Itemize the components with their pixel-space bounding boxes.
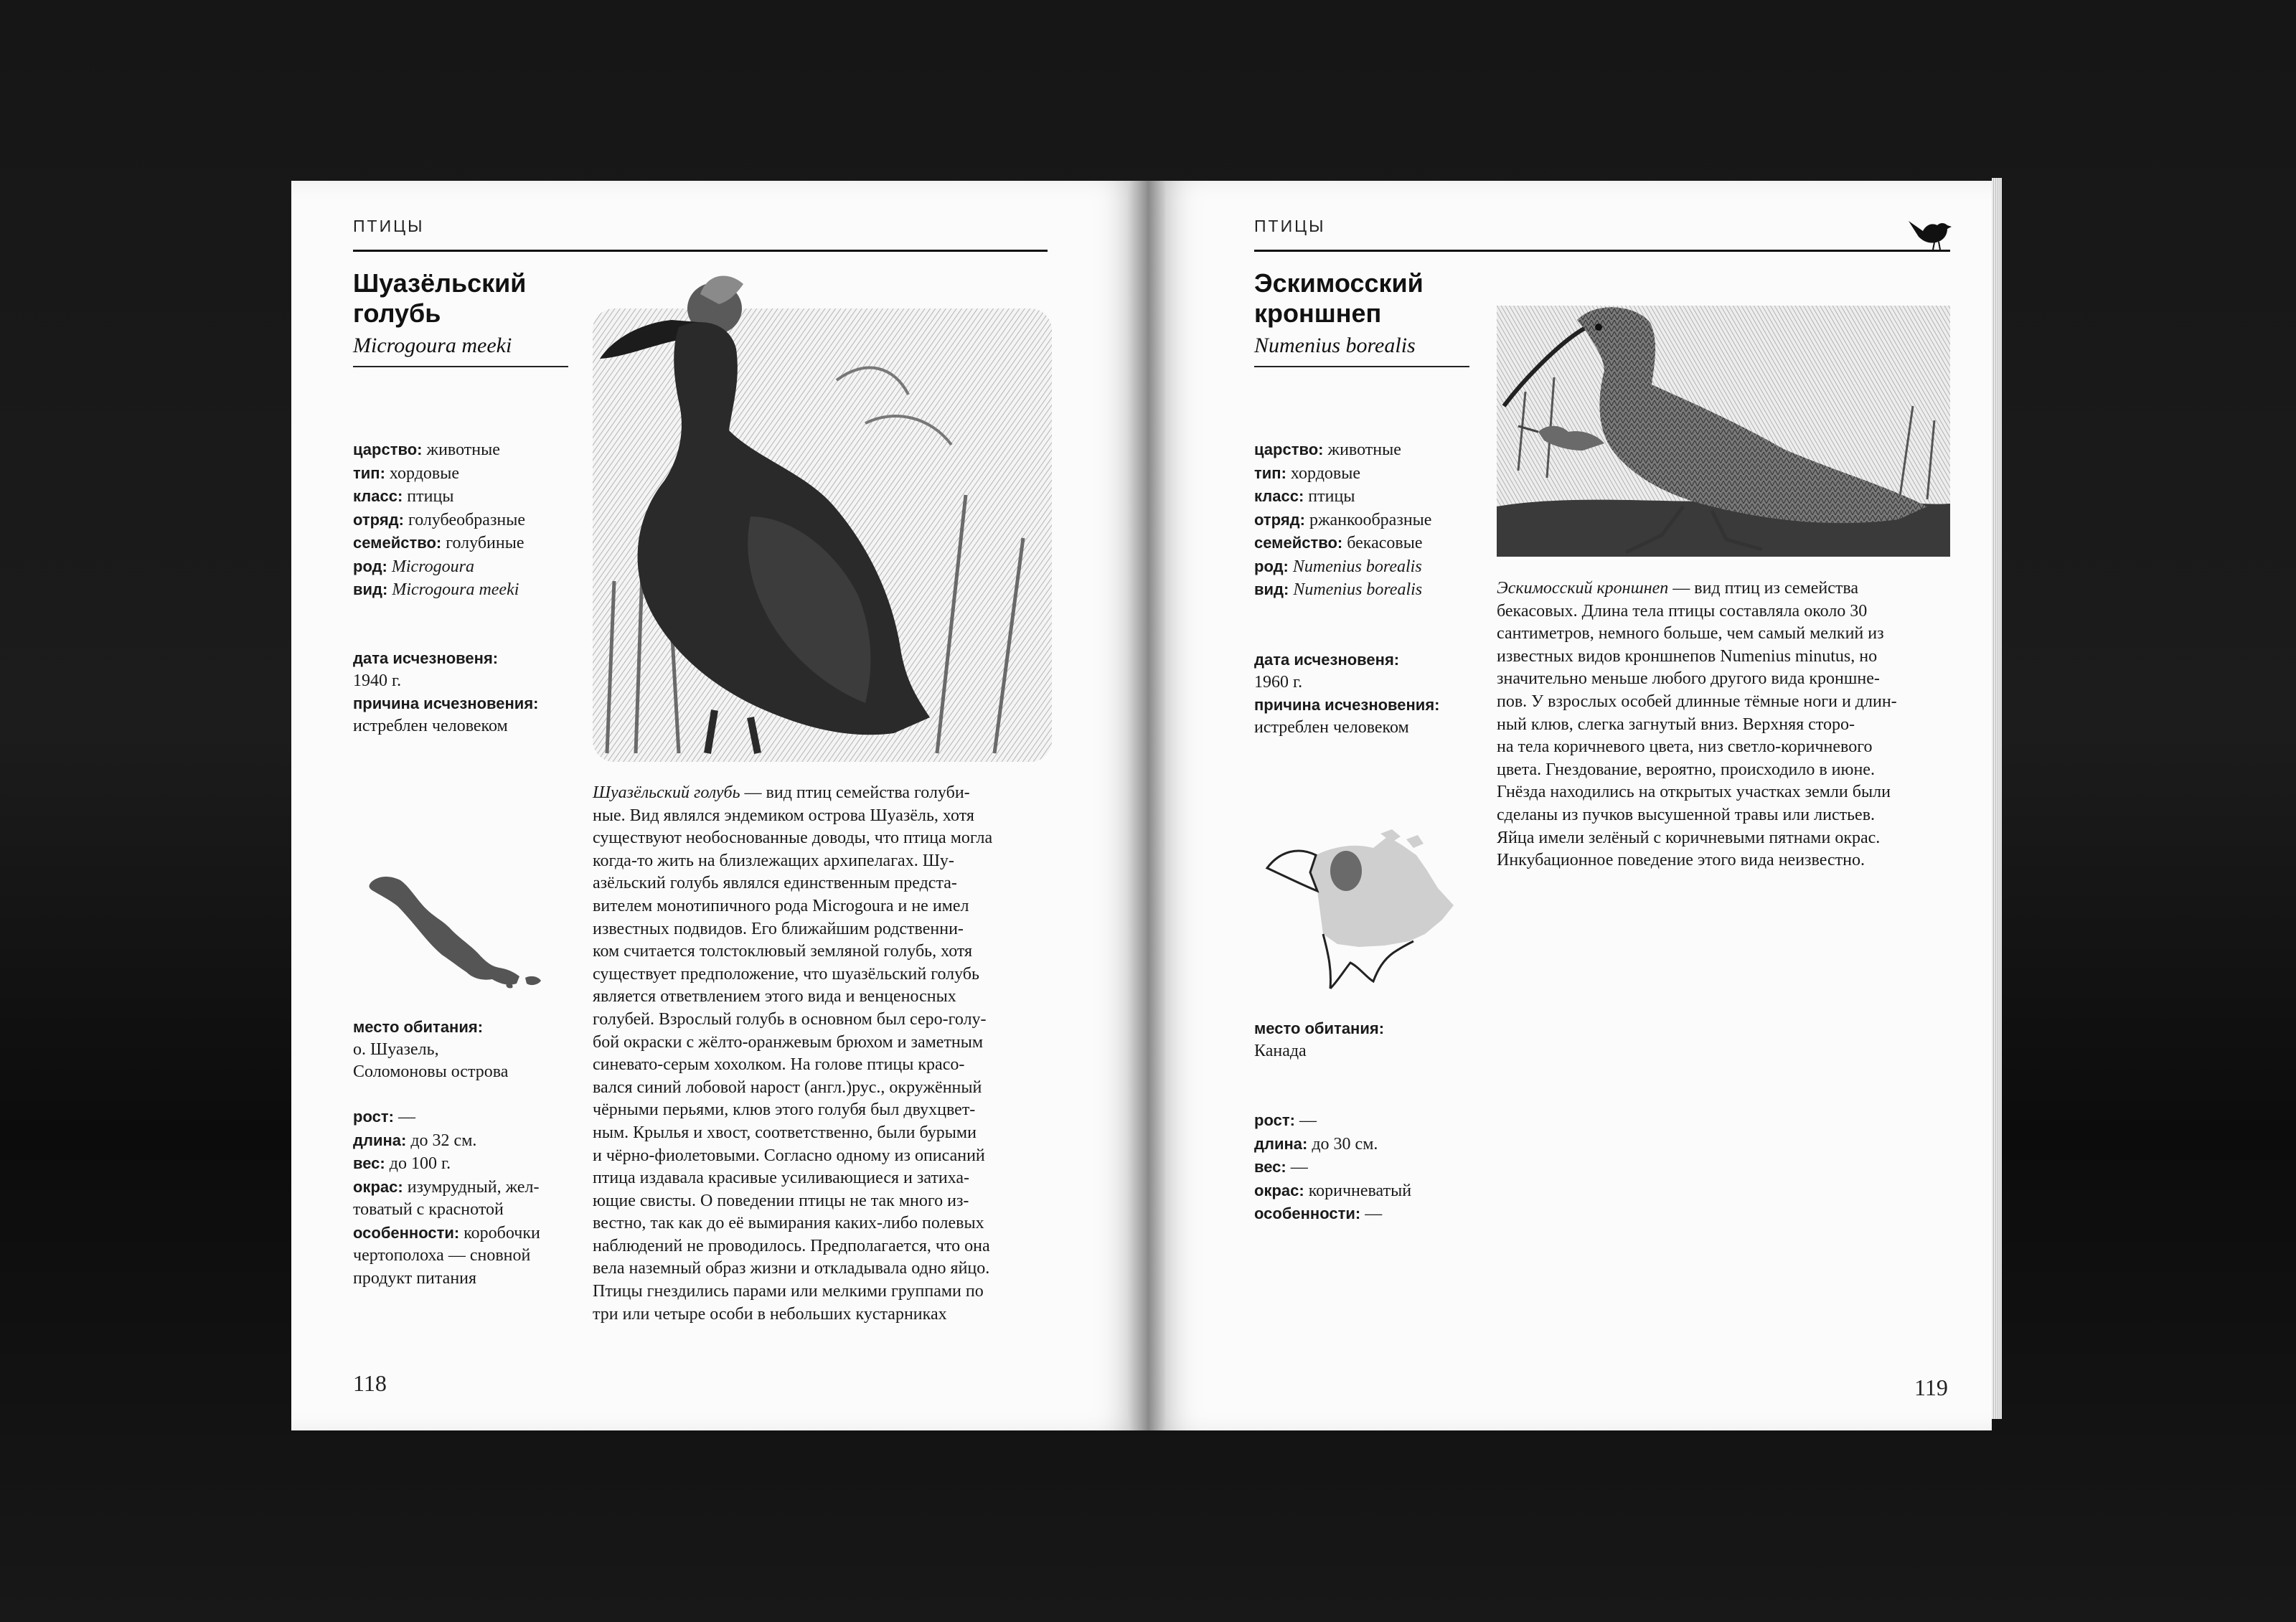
habitat-line-1: о. Шуазель, — [353, 1039, 439, 1059]
page-number-left: 118 — [353, 1370, 387, 1396]
page-edges — [1992, 178, 2002, 1419]
title-line-1: Шуазёльский — [353, 268, 527, 298]
fact-value: Microgoura meeki — [392, 580, 519, 599]
title-line-2: кроншнеп — [1254, 298, 1382, 328]
fact-value: голубеобразные — [408, 510, 526, 529]
body-line: и чёрно-фиолетовыми. Согласно одному из описаний — [593, 1146, 985, 1165]
fact-row — [353, 462, 525, 486]
fact-label: вес: — [353, 1154, 385, 1172]
page-title-left — [353, 268, 526, 329]
features-label: особенности: — [353, 1223, 460, 1242]
body-line: наблюдений не проводилось. Предполагается, что она — [593, 1236, 990, 1255]
fact-row — [353, 555, 525, 579]
body-line: азёльский голубь являлся единственным предста- — [593, 874, 957, 893]
fact-row — [353, 509, 525, 532]
fact-label: вес: — [1254, 1158, 1286, 1176]
habitat-label: место обитания: — [353, 1018, 484, 1036]
fact-label: рост: — [1254, 1111, 1295, 1129]
extinction-block-right — [1254, 649, 1440, 739]
fact-value: — — [1299, 1111, 1317, 1130]
body-line: три или четыре особи в небольших кустарниках — [593, 1304, 947, 1324]
fact-value: Microgoura — [391, 557, 474, 576]
body-line: цвета. Гнездование, вероятно, происходило в июне. — [1497, 760, 1875, 779]
fact-value: Numenius borealis — [1292, 557, 1422, 576]
running-head-right: ПТИЦЫ — [1254, 217, 1326, 235]
body-line: пов. У взрослых особей длинные тёмные ноги и длин- — [1497, 692, 1897, 711]
body-line: — вид птиц семейства голуби- — [740, 783, 970, 802]
body-line: Инкубационное поведение этого вида неизвестно. — [1497, 851, 1865, 870]
features-value: коробочки — [464, 1223, 540, 1243]
bird-icon — [1907, 215, 1953, 250]
title-line-1: Эскимосский — [1254, 268, 1424, 298]
body-lead-left: Шуазёльский голубь — [593, 783, 740, 802]
fact-label: вид: — [1254, 580, 1289, 598]
extinction-label: дата исчезновеня: — [353, 649, 499, 667]
choiseul-pigeon-illustration — [593, 280, 1052, 768]
fact-label: царство: — [1254, 440, 1324, 458]
fact-row — [1254, 485, 1431, 509]
fact-value: Numenius borealis — [1293, 580, 1423, 599]
fact-row — [353, 438, 525, 462]
stats-cont-line: товатый с краснотой — [353, 1200, 504, 1219]
fact-value: птицы — [1308, 487, 1355, 506]
body-line: Гнёзда находились на открытых участках земли были — [1497, 783, 1891, 802]
fact-value: животные — [1327, 440, 1401, 459]
body-text-left — [593, 782, 1045, 1326]
body-line: бой окраски с жёлто-оранжевым брюхом и заметным — [593, 1032, 984, 1052]
body-line: на тела коричневого цвета, низ светло-коричневого — [1497, 737, 1873, 757]
fact-label: семейство: — [1254, 534, 1343, 552]
body-line: ющие свисты. О поведении птицы не так много из- — [593, 1191, 969, 1210]
fact-value: до 32 см. — [410, 1131, 477, 1150]
fact-label: отряд: — [353, 510, 404, 529]
extinction-value: 1960 г. — [1254, 672, 1303, 692]
body-line: ные. Вид являлся эндемиком острова Шуазёль, хотя — [593, 806, 974, 825]
body-line: чёрными перьями, клюв этого голубя был двухцвет- — [593, 1100, 976, 1120]
taxonomy-left — [353, 438, 525, 602]
fact-row — [353, 578, 525, 602]
fact-value: бекасовые — [1347, 534, 1423, 552]
body-line: бекасовых. Длина тела птицы составляла около 30 — [1497, 601, 1868, 621]
fact-value: коричневатый — [1308, 1181, 1412, 1200]
fact-row — [353, 1105, 540, 1129]
fact-value: до 100 г. — [389, 1154, 451, 1173]
body-line: вела наземный образ жизни и откладывала одно яйцо. — [593, 1259, 990, 1278]
body-line: значительно меньше любого другого вида кроншне- — [1497, 669, 1880, 689]
features-cont-2: продукт питания — [353, 1268, 477, 1288]
fact-value: хордовые — [1290, 463, 1361, 483]
body-line: Яйца имели зелёный с коричневыми пятнами окрас. — [1497, 828, 1881, 847]
fact-label: класс: — [353, 487, 403, 505]
cause-label: причина исчезновения: — [353, 694, 539, 712]
body-line: ный клюв, слегка загнутый вниз. Верхняя сторо- — [1497, 715, 1855, 734]
body-line: вестно, так как до её вымирания каких-либо полевых — [593, 1214, 984, 1233]
fact-row — [1254, 1109, 1411, 1133]
body-line: вался синий лобовой нарост (англ.)рус., окружённый — [593, 1078, 982, 1097]
fact-row — [353, 1176, 540, 1199]
fact-value: ржанкообразные — [1309, 510, 1432, 529]
fact-label: особенности: — [1254, 1204, 1361, 1222]
habitat-map-left — [366, 872, 552, 994]
fact-value: голубиные — [446, 534, 524, 552]
page-title-right — [1254, 268, 1424, 329]
body-line: синевато-серым хохолком. На голове птицы красо- — [593, 1055, 965, 1075]
habitat-label: место обитания: — [1254, 1019, 1385, 1037]
body-line: существует предположение, что шуазёльский голубь — [593, 964, 979, 984]
body-line: является ответвлением этого вида и венценосных — [593, 987, 956, 1006]
body-line: когда-то жить на близлежащих архипелагах. Шу- — [593, 851, 954, 870]
fact-label: окрас: — [1254, 1181, 1304, 1199]
fact-label: рост: — [353, 1108, 394, 1126]
fact-value: — — [1365, 1204, 1383, 1223]
fact-row — [353, 1152, 540, 1176]
body-line: вителем монотипичного рода Microgoura и не имел — [593, 896, 969, 915]
body-text-right — [1497, 577, 1942, 872]
body-line: — вид птиц из семейства — [1668, 579, 1859, 598]
title-line-2: голубь — [353, 298, 441, 328]
fact-label: тип: — [1254, 463, 1286, 482]
habitat-map-right — [1266, 826, 1454, 991]
fact-label: семейство: — [353, 534, 442, 552]
fact-label: род: — [353, 557, 387, 575]
fact-value: животные — [426, 440, 500, 459]
fact-row — [353, 485, 525, 509]
fact-row — [1254, 1156, 1411, 1179]
fact-label: окрас: — [353, 1177, 403, 1196]
fact-row — [1254, 509, 1431, 532]
fact-row — [1254, 438, 1431, 462]
book-spine — [1128, 181, 1165, 1430]
habitat-block-left — [353, 1016, 508, 1084]
fact-row — [353, 1129, 540, 1153]
fact-row — [1254, 462, 1431, 486]
fact-value: — — [1290, 1158, 1308, 1177]
fact-value: хордовые — [389, 463, 460, 483]
fact-row — [1254, 578, 1431, 602]
title-rule-left — [353, 366, 568, 367]
fact-row — [1254, 1179, 1411, 1203]
fact-label: тип: — [353, 463, 385, 482]
page-number-right: 119 — [1914, 1375, 1948, 1400]
eskimo-curlew-illustration — [1497, 291, 1950, 562]
fact-label: длина: — [1254, 1134, 1308, 1153]
latin-name-right: Numenius borealis — [1254, 334, 1416, 357]
fact-label: вид: — [353, 580, 388, 598]
extinction-value: 1940 г. — [353, 671, 402, 690]
fact-row — [1254, 555, 1431, 579]
running-head-left: ПТИЦЫ — [353, 217, 425, 235]
stats-left — [353, 1105, 540, 1290]
fact-row — [1254, 1202, 1411, 1226]
fact-label: царство: — [353, 440, 423, 458]
fact-row — [1254, 1133, 1411, 1156]
cause-label: причина исчезновения: — [1254, 696, 1440, 714]
fact-value: птицы — [407, 487, 454, 506]
fact-value: — — [397, 1108, 415, 1126]
cause-value: истреблен человеком — [1254, 717, 1409, 737]
body-line: известных видов кроншнепов Numenius minutus, но — [1497, 646, 1878, 666]
fact-label: класс: — [1254, 487, 1304, 505]
habitat-line-2: Соломоновы острова — [353, 1062, 509, 1081]
latin-name-left: Microgoura meeki — [353, 334, 512, 357]
body-line: известных подвидов. Его ближайшим родственни- — [593, 919, 964, 938]
body-line: ком считается толстоклювый земляной голубь, хотя — [593, 942, 973, 961]
fact-row — [1254, 532, 1431, 555]
body-lead-right: Эскимосский кроншнеп — [1497, 579, 1669, 598]
cause-value: истреблен человеком — [353, 716, 508, 735]
stats-right — [1254, 1109, 1411, 1226]
title-rule-right — [1254, 366, 1469, 367]
fact-value: изумрудный, жел- — [407, 1177, 540, 1197]
habitat-block-right — [1254, 1017, 1384, 1062]
body-line: ным. Крылья и хвост, соответственно, были бурыми — [593, 1123, 977, 1142]
fact-label: отряд: — [1254, 510, 1305, 529]
body-line: существуют необоснованные доводы, что птица могла — [593, 829, 993, 848]
body-line: сделаны из пучков высушенной травы или листьев. — [1497, 805, 1876, 824]
extinction-label: дата исчезновеня: — [1254, 651, 1400, 669]
body-line: голубей. Взрослый голубь в основном был серо-голу- — [593, 1009, 987, 1029]
extinction-block-left — [353, 647, 539, 737]
header-rule-right — [1254, 250, 1950, 252]
habitat-line-1: Канада — [1254, 1041, 1307, 1060]
body-line: сантиметров, немного больше, чем самый мелкий из — [1497, 624, 1884, 643]
fact-row — [353, 532, 525, 555]
fact-label: род: — [1254, 557, 1289, 575]
taxonomy-right — [1254, 438, 1431, 602]
fact-value: до 30 см. — [1312, 1134, 1378, 1154]
features-cont-1: чертополоха — сновной — [353, 1246, 531, 1265]
body-line: Птицы гнездились парами или мелкими группами по — [593, 1282, 984, 1301]
header-rule-left — [353, 250, 1048, 252]
body-line: птица издавала красивые усиливающиеся и затиха- — [593, 1169, 970, 1188]
fact-label: длина: — [353, 1131, 407, 1149]
